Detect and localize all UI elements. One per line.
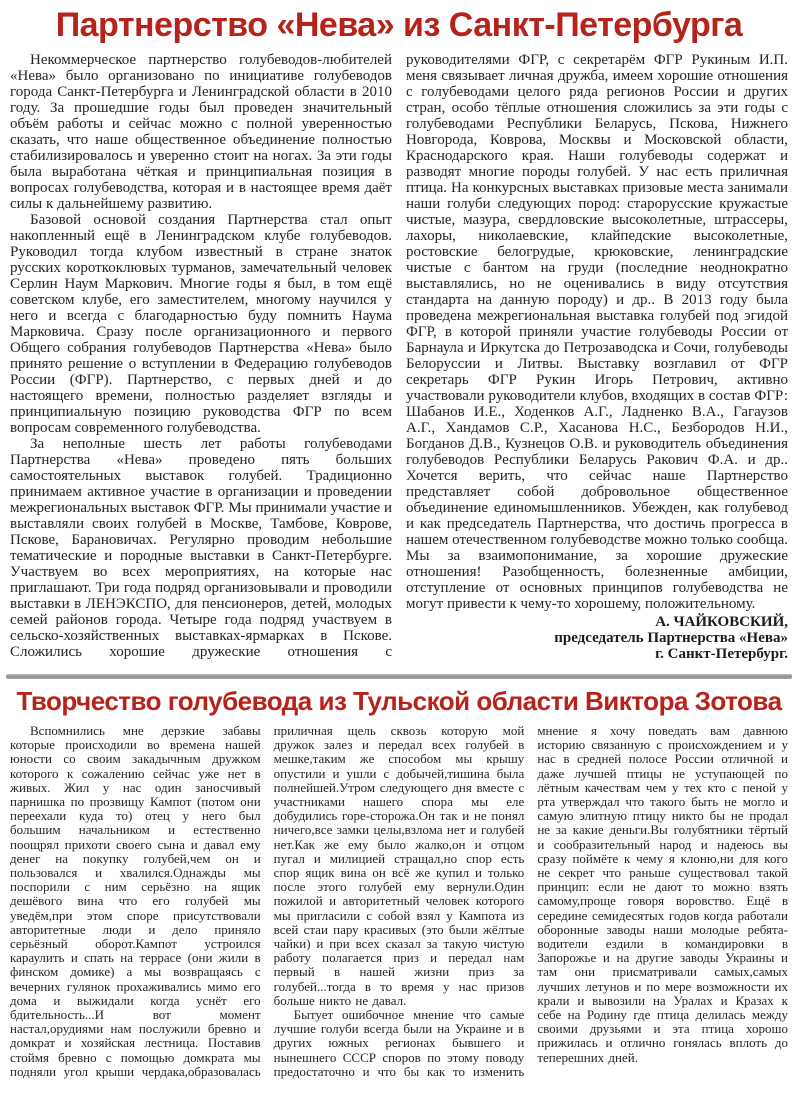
signature-city: г. Санкт-Петербург. bbox=[655, 645, 788, 662]
article1-title: Партнерство «Нева» из Санкт-Петербурга bbox=[55, 6, 743, 44]
article1-paragraph: Некоммерческое партнерство голубеводов-любителей «Нева» было организовано по инициативе голубеводов города Санкт-Петербурга и Ленинградской области в 2010 году. За прошедшие годы был проведен значительный объём работы и сейчас можно с полной уверенностью сказать, что наше общественное объединение полностью стабилизировалось и уверенно стоит на ногах. За эти годы была выработана чёткая и принципиальная позиция в вопросах голубеводства, которая и в настоящее время даёт силы к дальнейшему развитию. bbox=[10, 51, 392, 212]
section-divider-rule bbox=[6, 674, 792, 679]
article1-paragraph: Базовой основой создания Партнерства стал опыт накопленный ещё в Ленинградском клубе голубеводов. Руководил тогда клубом известный в стране знаток русских короткоклювых турманов, замечательный человек Серлин Наум Маркович. Многие годы я был, в том ещё советском клубе, его заместителем, многому научился у него и всегда с благодарностью буду помнить Наума Марковича. Сразу после организационного и первого Общего собрания голубеводов Партнерства «Нева» было принято решение о вступлении в Федерацию голубеводов России (ФГР). Партнерство, с первых дней и до настоящего времени, полностью разделяет взгляды и принципиальную позицию руководства ФГР по всем вопросам современного голубеводства. bbox=[10, 211, 392, 436]
article1-paragraph: За неполные шесть лет работы голубеводами Партнерства «Нева» проведено пять больших самостоятельных выставок голубей. Традиционно принимаем активное участие в организации и проведении межрегиональных выставок ФГР. Мы принимали участие и выставляли своих голубей в Москве, Тамбове, Коврове, Пскове, Барановичах. Регулярно проводим небольшие тематические и породные выставки в Санкт-Петербурге. Участвуем во всех мероприятиях, на которые нас приглашают. Три года подряд организовывали и проводили выставки в ЛЕНЭКСПО, для пенсионеров, детей, молодых семей районов города. Четыре года подряд участвуем в сельско-хозяйственных выставках-ярмарках в Пскове. Сложились хорошие дружеские отношения с руководителями ФГР, с секретарём ФГР Рукиным И.П. меня связывает личная дружба, имеем хорошие отношения с голубеводами целого ряда регионов России и других стран, особо тёплые отношения сложились за эти годы с голубеводами Республики Беларусь, Пскова, Нижнего Новгорода, Коврова, Москвы и Московской области, Краснодарского края. Наши голубеводы содержат и разводят многие породы голубей. У нас есть приличная птица. На конкурсных выставках призовые места занимали наши голуби следующих пород: старорусские кружастые чистые, мазура, свердловские высоколетные, штрассеры, лахоры, николаевские, клайпедские высоколетные, ростовские белогрудые, крюковские, ленинградские чистые с бантом на груди (последние неоднократно выставлялись, но не оценивались в виду отсутствия стандарта на данную породу) и др.. В 2013 году была проведена межрегиональная выставка голубей под эгидой ФГР, в которой приняли участие голубеводы России от Барнаула и Иркутска до Петрозаводска и Сочи, голубеводы Белоруссии и Литвы. Выставку возглавил от ФГР секретарь ФГР Рукин Игорь Петрович, активно участвовали руководители клубов, входящих в состав ФГР: Шабанов И.Е., Ходенков А.Г., Ладненко В.А., Гагаузов А.Г., Хандамов С.Р., Хасанова Н.С., Безбородов Н.И., Богданов Д.В., Кузнецов О.В. и руководитель объединения голубеводов Республики Беларусь Ракович Ф.А. и др.. Хочется верить, что сейчас наше Партнерство представляет собой добровольное общественное объединение единомышленников. Убежден, как голубевод и как председатель Партнерства, что достичь прогресса в нашем отечественном голубеводстве можно только сообща. Мы за взаимопонимание, за хорошие дружеские отношения! Разобщенность, болезненные амбиции, отступление от основных принципов голубеводства не могут привести к чему-то хорошему, положительному. bbox=[10, 51, 788, 660]
article2-paragraph: Вспомнились мне дерзкие забавы которые происходили во времена нашей юности со своим закадычным дружком которого к сожалению сейчас уже нет в живых. Жил у нас один заносчивый парнишка по прозвищу Кампот (потом они переехали куда то) отец у него был большим начальником и естественно поощрял прихоти своего сына и давал ему денег на покупку голубей,чем он и пользовался и хвалился.Однажды мы поспорили с ним серьёзно на ящик дешёвого вина что его голубей мы уведём,при этом споре присутствовали авторитетные люди и дело приняло серьёзный оборот.Кампот устроился караулить и спать на террасе (они жили в финском домике) а мы возвращаясь с вечерних гулянок прохаживались мимо его дома и выжидали когда уснёт его бдительность...И вот момент настал,орудиями нам послужили бревно и домкрат и хозяйская лестница. Поставив стоймя бревно с помощью домкрата мы подняли угол крыши чердака,образовалась приличная щель сквозь которую мой дружок залез и передал всех голубей в мешке,таким же способом мы крышу опустили и ушли с добычей,тишина была полнейшей.Утром следующего дня вместе с участниками нашего спора мы еле добудились горе-сторожа.Он так и не понял ничего,все замки целы,взлома нет и голубей нет.Как же ему было жалко,он и отцом пугал и милицией стращал,но спор есть спор ящик вина он всё же купил и только после этого голубей ему вернули.Один пожилой и авторитетный человек которого мы пригласили с собой взял у Кампота из всей стаи пару красивых (это были жёлтые чайки) и при всех сказал за такую чистую работу полагается приз и передал нам первый в нашей жизни приз за голубей...тогда в то время у нас призов больше никто не давал. bbox=[10, 722, 525, 1079]
article2-body bbox=[0, 724, 798, 1079]
article1-signature bbox=[406, 614, 788, 662]
article1-body bbox=[0, 52, 798, 662]
signature-role: председатель Партнерства «Нева» bbox=[554, 629, 788, 646]
article2-paragraph: Бытует ошибочное мнение что самые лучшие голуби всегда были на Украине и в других южных регионах бывшего и нынешнего СССР споров по этому поводу предостаточно и что бы как то изменить мнение я хочу поведать вам давнюю историю связанную с происхождением и у нас в средней полосе России отличной и даже лучшей птицы не уступающей по лётным качествам чем у тех кто с пеной у рта утверждал что такого быть не могло и самую элитную птицу никто бы не продал не за какие деньги.Вы голубятники тёртый и сообразительный народ и надеюсь вы сразу поймёте к чему я клоню,ни для кого не секрет что раньше существовал такой принцип: если не дают то можно взять самому,проще говоря воровство. Ещё в середине семидесятых годов когда работали оборонные заводы наши молодые ребята-водители ездили в командировки в Запорожье и на другие заводы Украины и там они присматривали самых,самых лучших летунов и по мере возможности их крали и вывозили на Уралах и Кразах к себе на Родину где птица делилась между своими друзьями и эта птица хорошо прижилась и отлично гонялась вплоть до теперешних дней. bbox=[273, 722, 788, 1079]
signature-author: А. ЧАЙКОВСКИЙ, bbox=[655, 613, 788, 630]
article2-title: Творчество голубевода из Тульской области Виктора Зотова bbox=[16, 685, 782, 716]
